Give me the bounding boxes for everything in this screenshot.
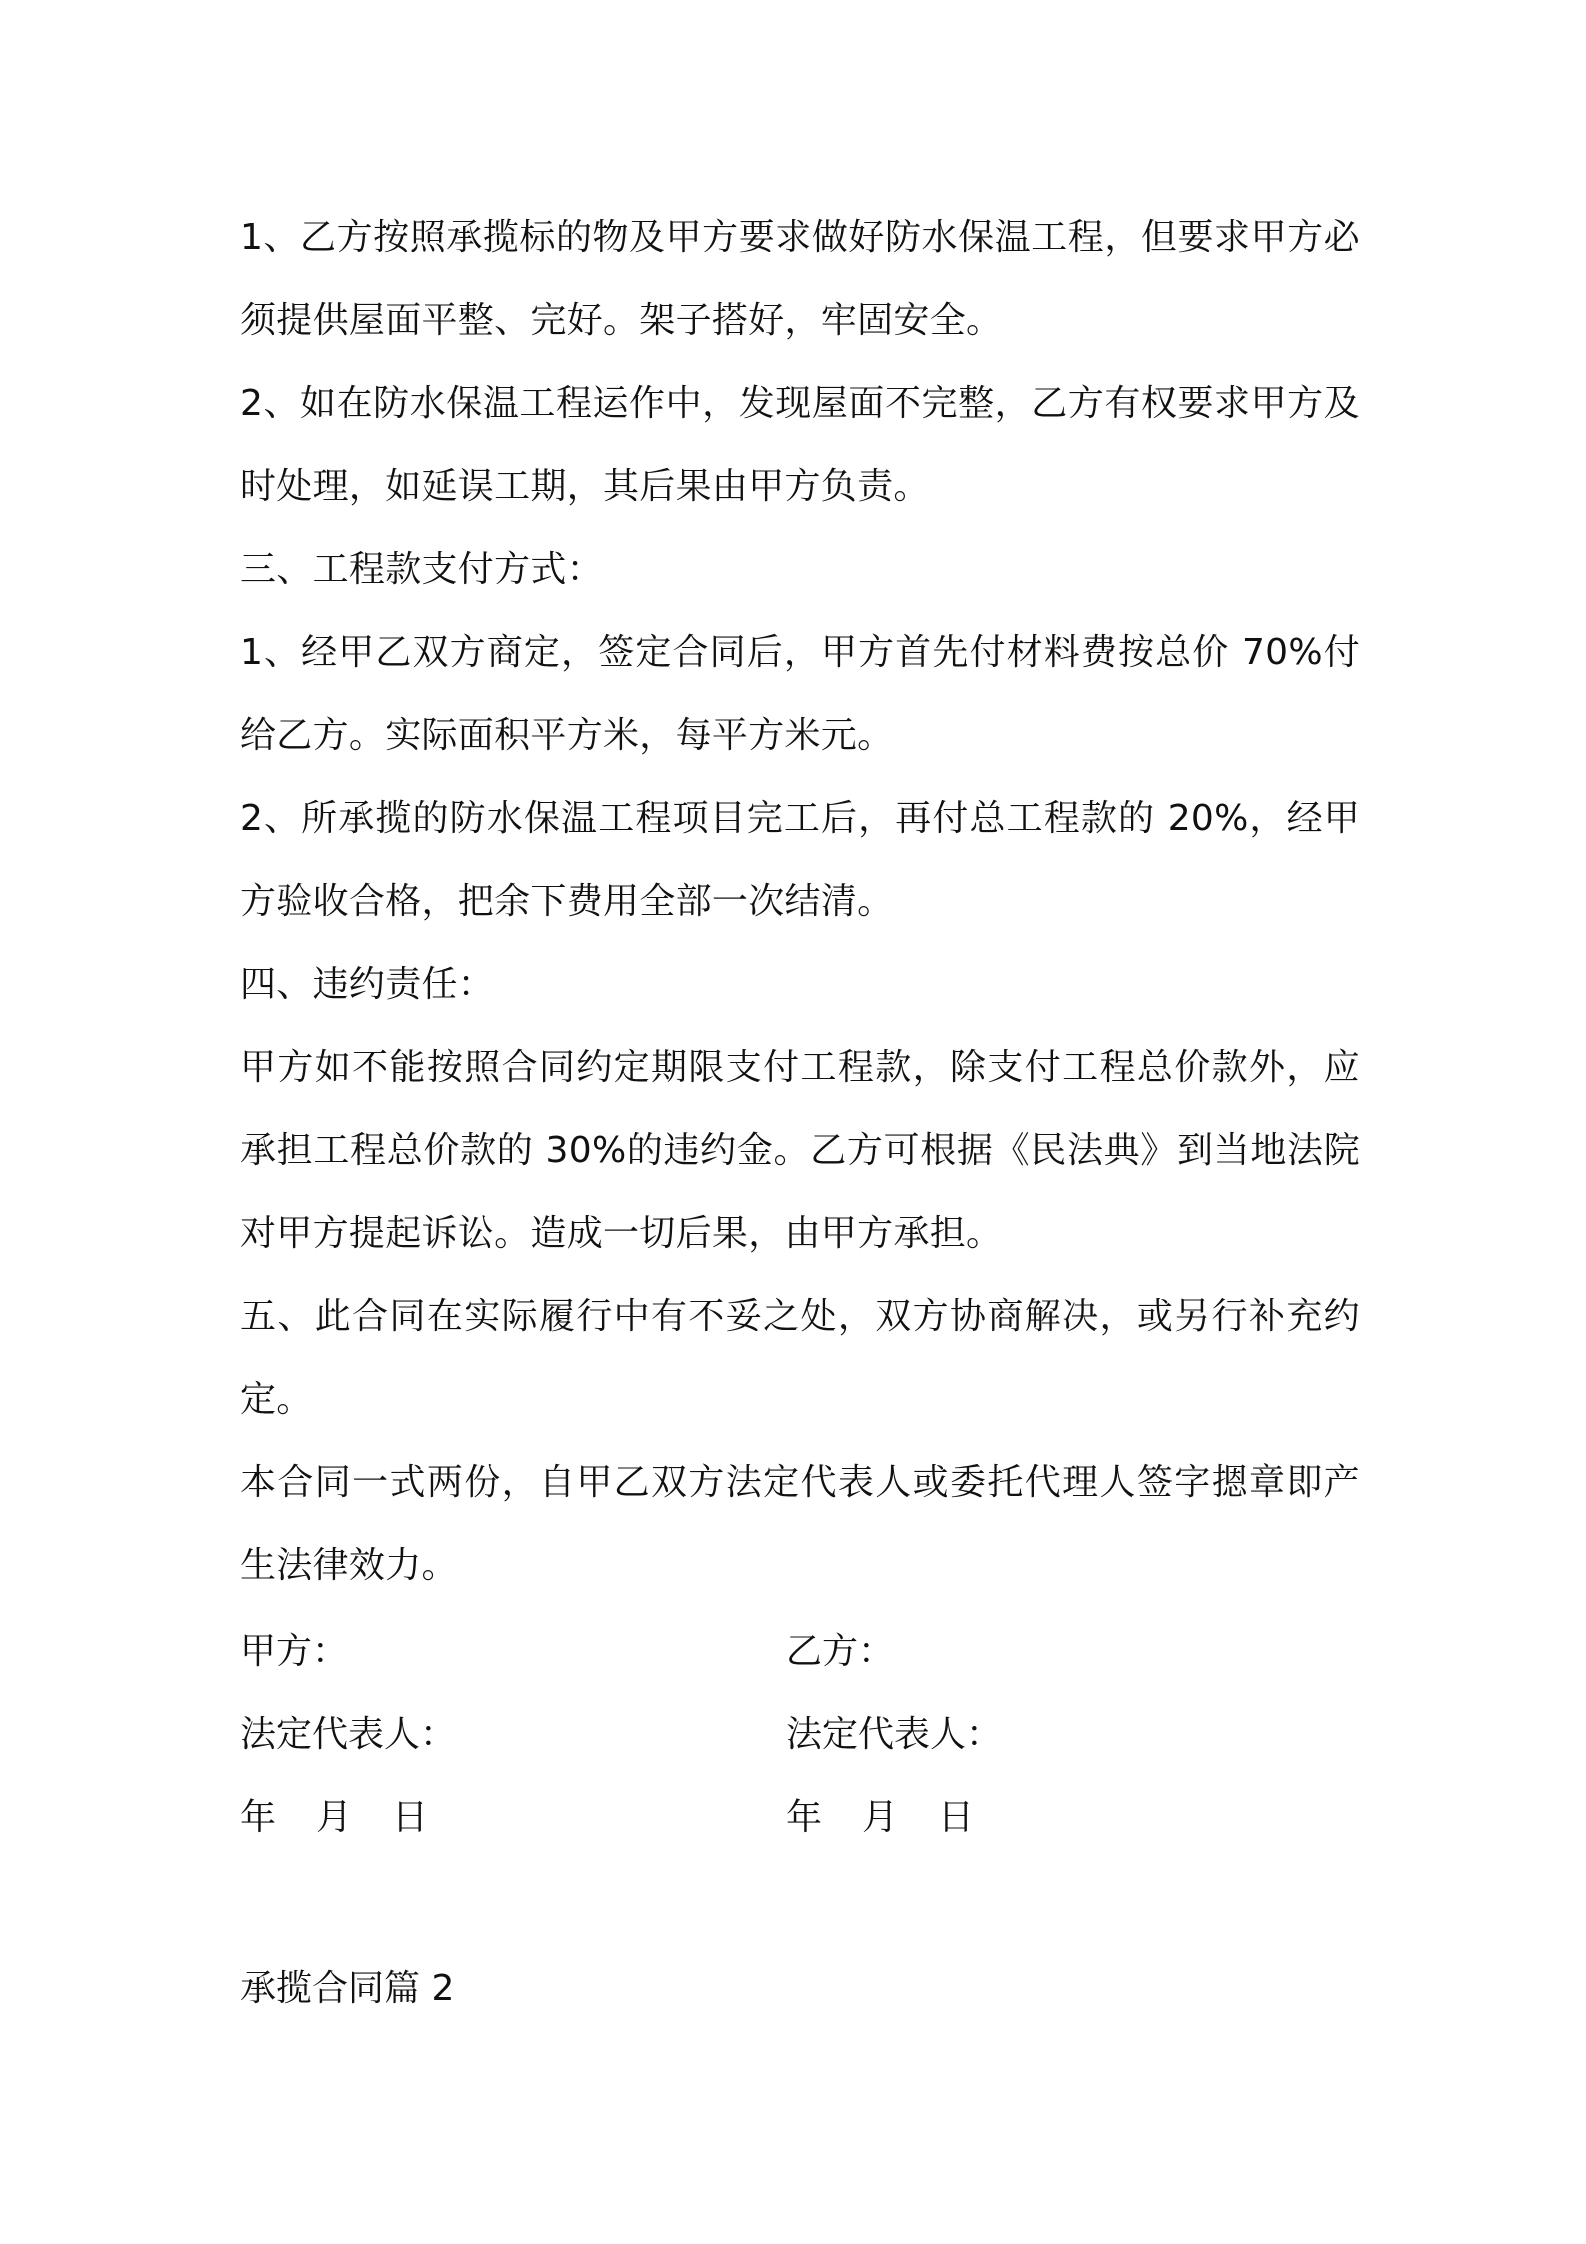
clause-paragraph: 甲方如不能按照合同约定期限支付工程款，除支付工程总价款外，应承担工程总价款的 30%的违约金。乙方可根据《民法典》到当地法院对甲方提起诉讼。造成一切后果，由甲方承担。	[240, 1047, 1360, 1254]
date-month: 月	[862, 1797, 899, 1838]
clause-paragraph: 2、如在防水保温工程运作中，发现屋面不完整，乙方有权要求甲方及时处理，如延误工期，其后果由甲方负责。	[240, 383, 1360, 507]
party-b-date	[786, 1776, 1014, 1859]
party-a-date	[240, 1776, 468, 1859]
section-heading: 三、工程款支付方式：	[240, 549, 604, 590]
party-b-label: 乙方：	[786, 1631, 895, 1672]
clause-paragraph: 1、乙方按照承揽标的物及甲方要求做好防水保温工程，但要求甲方必须提供屋面平整、完好。架子搭好，牢固安全。	[240, 217, 1360, 341]
contract-body	[240, 196, 1360, 1607]
party-b-representative-label: 法定代表人：	[786, 1714, 1003, 1755]
party-a-label: 甲方：	[240, 1631, 349, 1672]
party-row	[240, 1610, 1360, 1693]
party-a-representative-label: 法定代表人：	[240, 1714, 457, 1755]
section-heading: 四、违约责任：	[240, 964, 495, 1005]
next-section-title: 承揽合同篇 2	[240, 1968, 455, 2009]
clause-paragraph: 五、此合同在实际履行中有不妥之处，双方协商解决，或另行补充约定。	[240, 1296, 1360, 1420]
clause-paragraph: 2、所承揽的防水保温工程项目完工后，再付总工程款的 20%，经甲方验收合格，把余下费用全部一次结清。	[240, 798, 1360, 922]
clause-paragraph: 1、经甲乙双方商定，签定合同后，甲方首先付材料费按总价 70%付给乙方。实际面积平方米，每平方米元。	[240, 632, 1360, 756]
date-month: 月	[316, 1797, 353, 1838]
representative-row	[240, 1693, 1360, 1776]
clause-paragraph: 本合同一式两份，自甲乙双方法定代表人或委托代理人签字摁章即产生法律效力。	[240, 1462, 1360, 1586]
date-day: 日	[392, 1797, 429, 1838]
date-row	[240, 1776, 1360, 1859]
date-year: 年	[240, 1797, 277, 1838]
signature-block	[240, 1610, 1360, 1859]
date-day: 日	[938, 1797, 975, 1838]
date-year: 年	[786, 1797, 823, 1838]
